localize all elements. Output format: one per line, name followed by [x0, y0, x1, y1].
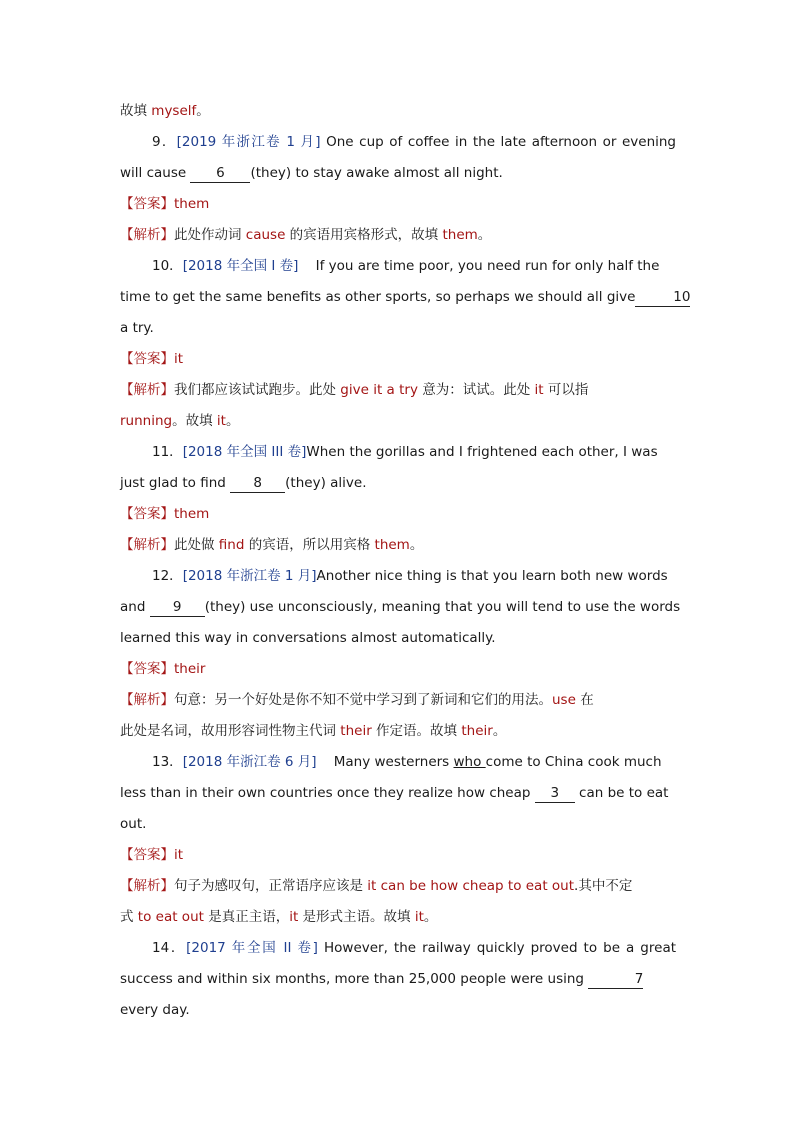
- question-12: [120, 561, 676, 592]
- explanation-13: [120, 871, 676, 902]
- text: 作定语。故填: [371, 723, 462, 739]
- blank-9: 9: [150, 598, 205, 617]
- question-14: [120, 933, 676, 964]
- text: 。: [477, 227, 492, 243]
- keyword: them: [374, 537, 410, 553]
- text: 。: [423, 909, 438, 925]
- keyword: it: [289, 909, 299, 925]
- question-number: 9．: [152, 134, 177, 150]
- text: 。故填: [172, 413, 217, 429]
- document-page: [120, 96, 691, 1026]
- question-source: [2019 年浙江卷 1 月]: [176, 134, 321, 150]
- text: 意为：试试。此处: [417, 382, 535, 398]
- question-number: 13．: [152, 754, 183, 770]
- explanation-12-line-2: [120, 716, 676, 747]
- text: 式: [120, 909, 138, 925]
- question-9-line-2: [120, 158, 676, 189]
- question-text: out.: [120, 816, 147, 832]
- keyword: it can be how cheap to eat out: [367, 878, 575, 894]
- question-number: 10．: [152, 258, 183, 274]
- keyword: cause: [245, 227, 286, 243]
- text: 是真正主语，: [203, 909, 290, 925]
- answer-9: [120, 189, 676, 220]
- answer-11: [120, 499, 676, 530]
- explanation-10: [120, 375, 676, 406]
- question-10-line-2: [120, 282, 691, 313]
- text: 。: [409, 537, 424, 553]
- answer-10: [120, 344, 676, 375]
- question-source: [2017 年全国 II 卷]: [186, 940, 318, 956]
- answer-label: 【答案】: [120, 351, 174, 367]
- text: 此处做: [174, 537, 219, 553]
- question-text: time to get the same benefits as other sports, so perhaps we should all give: [120, 289, 636, 305]
- keyword: give it a try: [340, 382, 418, 398]
- answer-value: them: [174, 196, 210, 212]
- keyword: them: [442, 227, 478, 243]
- explanation-12: [120, 685, 676, 716]
- blank-3: 3: [535, 784, 575, 803]
- question-14-line-2: [120, 964, 676, 995]
- question-12-line-3: [120, 623, 676, 654]
- keyword: their: [461, 723, 493, 739]
- text: 的宾语，所以用宾格: [244, 537, 375, 553]
- blank-8: 8: [230, 474, 285, 493]
- answer-12: [120, 654, 676, 685]
- answer-label: 【答案】: [120, 847, 174, 863]
- question-number: 12．: [152, 568, 183, 584]
- question-text: One cup of coffee in the late afternoon or evening: [320, 134, 677, 150]
- text: 可以指: [543, 382, 589, 398]
- keyword: it: [534, 382, 544, 398]
- keyword: to eat out: [137, 909, 204, 925]
- question-text: When the gorillas and I frightened each other, I was: [306, 444, 658, 460]
- question-13-line-3: [120, 809, 676, 840]
- explanation-label: 【解析】: [120, 382, 174, 398]
- question-14-line-3: [120, 995, 676, 1026]
- explanation-13-line-2: [120, 902, 676, 933]
- keyword: running: [120, 413, 173, 429]
- question-9: [120, 127, 676, 158]
- question-text: will cause: [120, 165, 191, 181]
- text: 是形式主语。故填: [298, 909, 415, 925]
- question-11-line-2: [120, 468, 676, 499]
- question-10-line-3: [120, 313, 676, 344]
- answer-label: 【答案】: [120, 661, 174, 677]
- answer-word: myself: [151, 103, 197, 119]
- question-13-line-2: [120, 778, 676, 809]
- blank-6: 6: [190, 164, 250, 183]
- question-text: Another nice thing is that you learn both new words: [316, 568, 668, 584]
- question-source: [2018 年全国 I 卷]: [182, 258, 299, 274]
- answer-label: 【答案】: [120, 506, 174, 522]
- text: 故填: [120, 103, 152, 119]
- question-number: 11．: [152, 444, 183, 460]
- keyword: it: [414, 909, 424, 925]
- question-text: If you are time poor, you need run for only half the: [298, 258, 660, 274]
- question-text: (they) to stay awake almost all night.: [250, 165, 503, 181]
- question-text: a try.: [120, 320, 154, 336]
- question-text: (they) use unconsciously, meaning that you will tend to use the words: [204, 599, 681, 615]
- question-text: Many westerners: [316, 754, 454, 770]
- question-number: 14．: [152, 940, 187, 956]
- text: 我们都应该试试跑步。此处: [174, 382, 341, 398]
- answer-value: their: [174, 661, 206, 677]
- text: 的宾语用宾格形式，故填: [285, 227, 443, 243]
- explanation-11: [120, 530, 676, 561]
- text: 句意：另一个好处是你不知不觉中学习到了新词和它们的用法。: [174, 692, 552, 708]
- question-text: and: [120, 599, 150, 615]
- line-answer-8-tail: [120, 96, 676, 127]
- question-text: learned this way in conversations almost automatically.: [120, 630, 496, 646]
- question-text: However, the railway quickly proved to be a great: [317, 940, 677, 956]
- text: 在: [575, 692, 594, 708]
- text: .其中不定: [574, 878, 633, 894]
- keyword: find: [218, 537, 245, 553]
- question-text: success and within six months, more than 25,000 people were using: [120, 971, 589, 987]
- answer-label: 【答案】: [120, 196, 174, 212]
- text: 此处是名词，故用形容词性物主代词: [120, 723, 341, 739]
- keyword: it: [216, 413, 226, 429]
- explanation-9: [120, 220, 676, 251]
- question-text: (they) alive.: [285, 475, 367, 491]
- answer-value: them: [174, 506, 210, 522]
- text: 。: [492, 723, 507, 739]
- blank-10: 10: [635, 288, 690, 307]
- question-13: [120, 747, 676, 778]
- blank-7: 7: [588, 970, 643, 989]
- explanation-label: 【解析】: [120, 878, 174, 894]
- question-text: come to China cook much: [485, 754, 662, 770]
- question-source: [2018 年浙江卷 6 月]: [182, 754, 317, 770]
- question-text: less than in their own countries once they realize how cheap: [120, 785, 535, 801]
- explanation-label: 【解析】: [120, 692, 174, 708]
- explanation-label: 【解析】: [120, 537, 174, 553]
- text: 。: [225, 413, 240, 429]
- question-text: can be to eat: [574, 785, 669, 801]
- underlined-word: who: [453, 754, 486, 770]
- question-12-line-2: [120, 592, 681, 623]
- keyword: their: [340, 723, 372, 739]
- question-text: every day.: [120, 1002, 190, 1018]
- answer-value: it: [174, 847, 184, 863]
- explanation-label: 【解析】: [120, 227, 174, 243]
- text: 句子为感叹句，正常语序应该是: [174, 878, 368, 894]
- question-11: [120, 437, 676, 468]
- text: 。: [196, 103, 210, 119]
- answer-value: it: [174, 351, 184, 367]
- question-source: [2018 年浙江卷 1 月]: [182, 568, 317, 584]
- question-text: just glad to find: [120, 475, 231, 491]
- explanation-10-line-2: [120, 406, 676, 437]
- question-source: [2018 年全国 III 卷]: [182, 444, 307, 460]
- keyword: use: [552, 692, 576, 708]
- answer-13: [120, 840, 676, 871]
- text: 此处作动词: [174, 227, 246, 243]
- question-10: [120, 251, 676, 282]
